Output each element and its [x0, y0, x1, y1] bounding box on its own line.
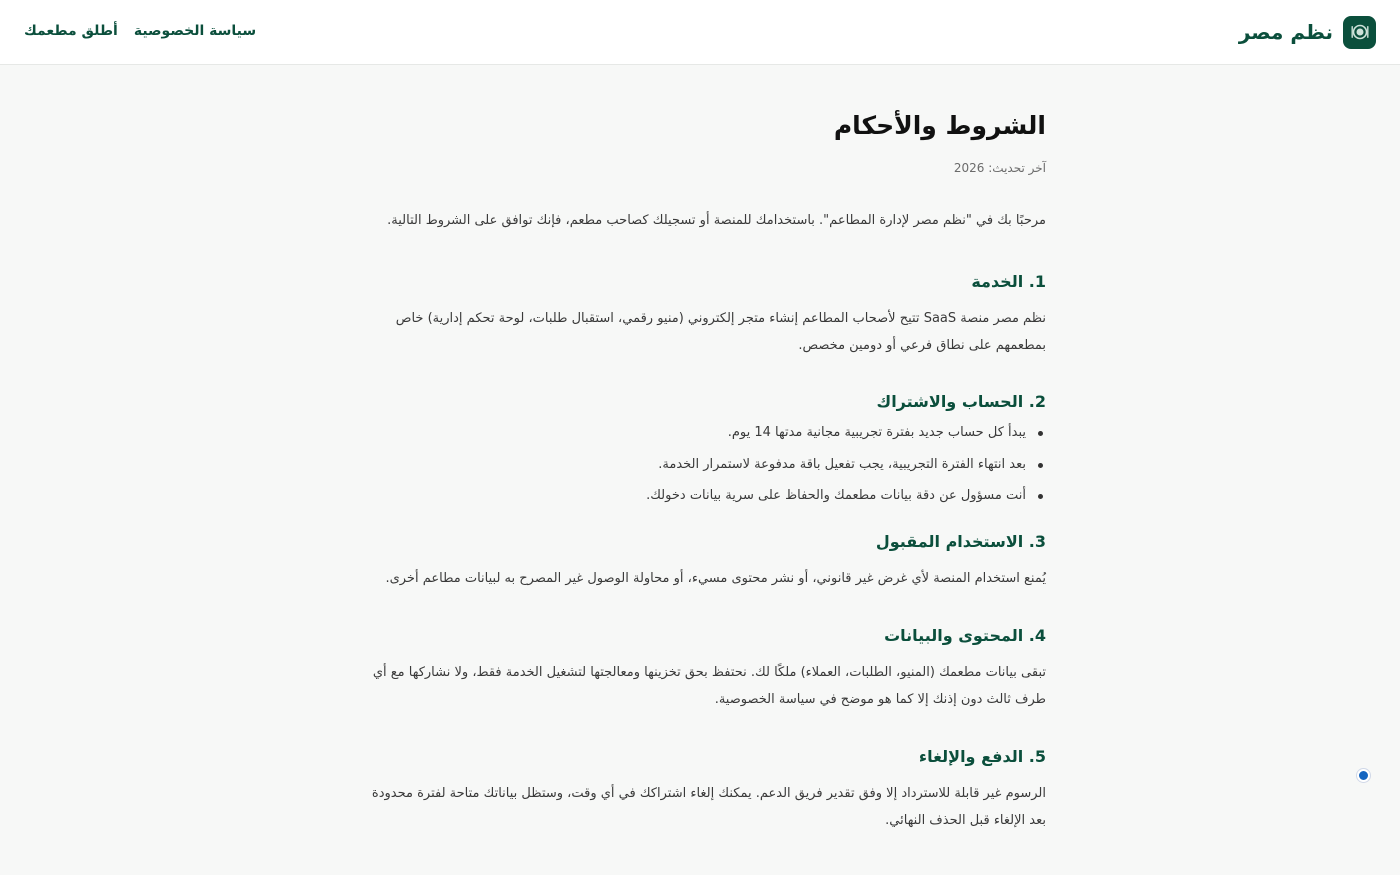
header-nav — [24, 21, 256, 41]
floating-indicator-dot[interactable] — [1357, 769, 1370, 782]
top-header — [0, 0, 1400, 65]
plate-icon — [1343, 16, 1376, 49]
nav-privacy-link[interactable]: سياسة الخصوصية — [133, 23, 257, 39]
section-title: 5. الدفع والإلغاء — [918, 747, 1046, 766]
page-title: الشروط والأحكام — [833, 111, 1046, 140]
last-updated: آخر تحديث: 2026 — [953, 161, 1046, 175]
list-item: أنت مسؤول عن دقة بيانات مطعمك والحفاظ على سرية بيانات دخولك. — [352, 486, 1046, 506]
section-body: تبقى بيانات مطعمك (المنيو، الطلبات، العملاء) ملكًا لك. نحتفظ بحق تخزينها ومعالجتها لتشغيل الخدمة فقط، ولا نشاركها مع أي طرف ثالث دون إذنك إلا كما هو موضح في سياسة الخصوصية. — [372, 665, 1046, 707]
list-item: بعد انتهاء الفترة التجريبية، يجب تفعيل باقة مدفوعة لاستمرار الخدمة. — [352, 455, 1046, 475]
brand-link[interactable] — [1239, 15, 1376, 49]
section-body: يُمنع استخدام المنصة لأي غرض غير قانوني، أو نشر محتوى مسيء، أو محاولة الوصول غير المصرح به لبيانات مطاعم أخرى. — [385, 571, 1046, 586]
section-body: نظم مصر منصة SaaS تتيح لأصحاب المطاعم إنشاء متجر إلكتروني (منيو رقمي، استقبال طلبات، لوحة تحكم إدارية) خاص بمطعمهم على نطاق فرعي أو دومين مخصص. — [395, 311, 1046, 353]
section-title: 4. المحتوى والبيانات — [884, 626, 1046, 645]
section-service — [352, 270, 1046, 359]
account-bullets — [352, 423, 1046, 506]
section-title: 2. الحساب والاشتراك — [876, 392, 1046, 411]
terms-content — [352, 108, 1046, 834]
section-body: الرسوم غير قابلة للاسترداد إلا وفق تقدير فريق الدعم. يمكنك إلغاء اشتراكك في أي وقت، وستظل بياناتك متاحة لفترة محدودة بعد الإلغاء قبل الحذف النهائي. — [371, 786, 1046, 828]
section-payment — [352, 745, 1046, 834]
section-title: 3. الاستخدام المقبول — [875, 532, 1046, 551]
nav-launch-link[interactable]: أطلق مطعمك — [24, 23, 118, 39]
brand-name: نظم مصر — [1238, 20, 1333, 44]
plate-icon-svg — [1350, 22, 1370, 42]
section-title: 1. الخدمة — [971, 272, 1046, 291]
intro-paragraph: مرحبًا بك في "نظم مصر لإدارة المطاعم". باستخدامك للمنصة أو تسجيلك كصاحب مطعم، فإنك توافق على الشروط التالية. — [387, 213, 1046, 228]
list-item: يبدأ كل حساب جديد بفترة تجريبية مجانية مدتها 14 يوم. — [352, 423, 1046, 443]
section-acceptable-use — [352, 530, 1046, 592]
section-account — [352, 390, 1046, 506]
section-content-data — [352, 624, 1046, 713]
